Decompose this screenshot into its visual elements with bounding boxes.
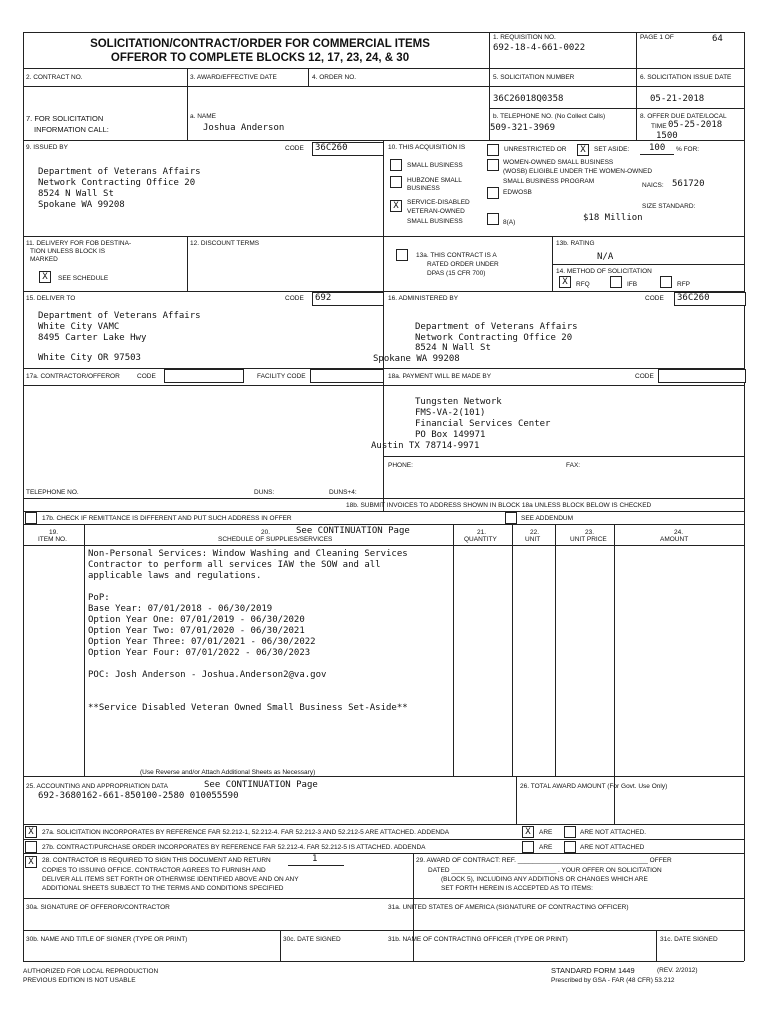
payment-phone-label: PHONE: [388, 462, 413, 469]
solicitation-no-label: 5. SOLICITATION NUMBER [493, 74, 575, 81]
telephone-label: TELEPHONE NO. [26, 489, 79, 496]
discount-label: 12. DISCOUNT TERMS [190, 240, 260, 247]
ifb-checkbox[interactable] [610, 276, 622, 288]
sdvosb-label-3: SMALL BUSINESS [407, 218, 463, 225]
29-line-3: (BLOCK 5), INCLUDING ANY ADDITIONS OR CHANGES WHICH ARE [441, 876, 648, 883]
accounting-note: See CONTINUATION Page [204, 780, 318, 790]
issue-date-label: 6. SOLICITATION ISSUE DATE [640, 74, 732, 81]
29-line-2: DATED _____________________________ . YOUR OFFER ON SOLICITATION [428, 867, 662, 874]
set-aside-checkbox[interactable]: X [577, 144, 589, 156]
deliver-to-line-3: 8495 Carter Lake Hwy [38, 333, 147, 343]
administered-by-line-4: Spokane WA 99208 [373, 354, 460, 364]
payment-code-label: CODE [635, 373, 654, 380]
small-business-checkbox[interactable] [390, 159, 402, 171]
item-description: Non-Personal Services: Window Washing and Cleaning Services Contractor to perform all services IAW the SOW and all applicable laws and regulations. PoP: Base Year: 07/01/2018 - 06/30/2019 Option Year One: 07/01/2019 - 06/30/2020 Option Year Two: 07/01/2020 - 06/30/2021 Option Year Three: 07/01/2021 - 06/30/2022 Option Year Four: 07/01/2022 - 06/30/2023 POC: Josh Anderson - Joshua.Anderson2@va.gov **Service Disabled Veteran Owned Small Business Set-Aside** [88, 549, 408, 713]
28-line-2: COPIES TO ISSUING OFFICE. CONTRACTOR AGREES TO FURNISH AND [42, 867, 266, 874]
payment-line-2: FMS-VA-2(101) [415, 408, 486, 418]
issued-by-label: 9. ISSUED BY [26, 144, 68, 151]
rfp-label: RFP [677, 281, 690, 288]
27b-checkbox[interactable] [25, 841, 37, 853]
eight-a-label: 8(A) [503, 219, 516, 226]
set-aside-percent[interactable]: 100 [649, 143, 666, 153]
signature-officer-label: 31a. UNITED STATES OF AMERICA (SIGNATURE OF CONTRACTING OFFICER) [388, 904, 629, 911]
facility-code-label: FACILITY CODE [257, 373, 306, 380]
form-title: SOLICITATION/CONTRACT/ORDER FOR COMMERCIAL ITEMS [90, 38, 430, 50]
col24-number: 24. [674, 529, 684, 536]
signer-name-label: 30b. NAME AND TITLE OF SIGNER (TYPE OR PRINT) [26, 936, 188, 943]
signer-date-label: 30c. DATE SIGNED [283, 936, 341, 943]
col19-label: ITEM NO. [38, 536, 67, 543]
payment-line-1: Tungsten Network [415, 397, 502, 407]
acquisition-label: 10. THIS ACQUISITION IS [388, 144, 466, 151]
col24-label: AMOUNT [660, 536, 689, 543]
administered-by-label: 16. ADMINISTERED BY [388, 295, 459, 302]
administered-by-code-label: CODE [645, 295, 664, 302]
deliver-to-line-1: Department of Veterans Affairs [38, 311, 201, 321]
col21-number: 21. [477, 529, 487, 536]
remit-label: 17b. CHECK IF REMITTANCE IS DIFFERENT AND PUT SUCH ADDRESS IN OFFER [42, 515, 292, 522]
col23-label: UNIT PRICE [570, 536, 607, 543]
footer-prescribed: Prescribed by GSA - FAR (48 CFR) 53.212 [551, 977, 675, 984]
27a-label: 27a. SOLICITATION INCORPORATES BY REFERENCE FAR 52.212-1, 52.212-4. FAR 52.212-3 AND 52.212-5 ARE ATTACHED. ADDENDA [42, 829, 450, 836]
officer-name-label: 31b. NAME OF CONTRACTING OFFICER (TYPE OR PRINT) [388, 936, 568, 943]
phone-label: b. TELEPHONE NO. (No Collect Calls) [493, 113, 606, 120]
officer-date-label: 31c. DATE SIGNED [660, 936, 718, 943]
footer-form-name: STANDARD FORM 1449 [551, 966, 635, 975]
unrestricted-label: UNRESTRICTED OR [504, 146, 567, 153]
col22-number: 22. [530, 529, 540, 536]
set-aside-percent-underline [640, 154, 674, 155]
27a-are-checkbox[interactable]: X [522, 826, 534, 838]
issued-by-line-4: Spokane WA 99208 [38, 200, 125, 210]
size-standard-label: SIZE STANDARD: [642, 203, 696, 210]
28-line-1: 28. CONTRACTOR IS REQUIRED TO SIGN THIS DOCUMENT AND RETURN [42, 857, 271, 864]
due-time[interactable]: 1500 [656, 131, 678, 141]
requisition-value[interactable]: 692-18-4-661-0022 [493, 43, 586, 53]
size-standard-value[interactable]: $18 Million [583, 213, 643, 223]
time-label: TIME [651, 123, 667, 130]
see-addendum-checkbox[interactable] [505, 512, 517, 524]
rfq-label: RFQ [576, 281, 590, 288]
naics-value[interactable]: 561720 [672, 179, 705, 189]
29-line-4: SET FORTH HEREIN IS ACCEPTED AS TO ITEMS: [441, 885, 593, 892]
edwosb-label: EDWOSB [503, 189, 532, 196]
order-no-label: 4. ORDER NO. [312, 74, 357, 81]
for-info-label-2: INFORMATION CALL: [34, 125, 109, 134]
col20-label: SCHEDULE OF SUPPLIES/SERVICES [218, 536, 333, 543]
col22-label: UNIT [525, 536, 541, 543]
administered-by-line-2: Network Contracting Office 20 [415, 333, 573, 343]
rating-divider [552, 264, 744, 265]
contractor-code-label: CODE [137, 373, 156, 380]
issued-by-line-3: 8524 N Wall St [38, 189, 114, 199]
deliver-to-line-2: White City VAMC [38, 322, 120, 332]
issued-by-line-2: Network Contracting Office 20 [38, 178, 196, 188]
col20-number: 20. [261, 529, 271, 536]
28-line-4: ADDITIONAL SHEETS SUBJECT TO THE TERMS AND CONDITIONS SPECIFIED [42, 885, 284, 892]
sdvosb-checkbox[interactable]: X [390, 200, 402, 212]
rated-order-label: 13a. THIS CONTRACT IS A [416, 252, 497, 259]
issued-by-line-1: Department of Veterans Affairs [38, 167, 201, 177]
col21-label: QUANTITY [464, 536, 497, 543]
issued-by-code-label: CODE [285, 145, 304, 152]
phone-value[interactable]: 509-321-3969 [490, 123, 556, 133]
solicitation-no-value[interactable]: 36C26018Q0358 [493, 94, 564, 104]
payment-fax-label: FAX: [566, 462, 581, 469]
duns-label: DUNS: [254, 489, 275, 496]
method-label: 14. METHOD OF SOLICITATION [556, 268, 652, 275]
page-total: 64 [712, 34, 723, 44]
27a-are-label: ARE [539, 829, 553, 836]
footer-previous: PREVIOUS EDITION IS NOT USABLE [23, 977, 136, 984]
fob-label-3: MARKED [30, 256, 58, 263]
payment-label: 18a. PAYMENT WILL BE MADE BY [388, 373, 492, 380]
contract-no-label: 2. CONTRACT NO. [26, 74, 83, 81]
name-label: a. NAME [190, 113, 217, 120]
submit-invoices-label: 18b. SUBMIT INVOICES TO ADDRESS SHOWN IN BLOCK 18a UNLESS BLOCK BELOW IS CHECKED [346, 502, 652, 509]
payment-line-5: Austin TX 78714-9971 [371, 441, 480, 451]
hubzone-checkbox[interactable] [390, 176, 402, 188]
remit-checkbox[interactable] [25, 512, 37, 524]
unrestricted-checkbox[interactable] [487, 144, 499, 156]
col20-note: See CONTINUATION Page [296, 526, 410, 536]
col19-number: 19. [49, 529, 59, 536]
reverse-note: (Use Reverse and/or Attach Additional Sheets as Necessary) [140, 769, 316, 776]
set-aside-label: SET ASIDE: [594, 146, 630, 153]
eight-a-checkbox[interactable] [487, 213, 499, 225]
sdvosb-label: SERVICE-DISABLED [407, 199, 470, 206]
hubzone-label: HUBZONE SMALL [407, 177, 462, 184]
27a-are-not-checkbox[interactable] [564, 826, 576, 838]
wosb-label: WOMEN-OWNED SMALL BUSINESS [503, 159, 614, 166]
29-line-1: 29. AWARD OF CONTRACT: REF. ____________________________________ OFFER [416, 857, 672, 864]
28-checkbox[interactable]: X [25, 856, 37, 868]
accounting-label: 25. ACCOUNTING AND APPROPRIATION DATA [26, 783, 168, 790]
rated-order-label-2: RATED ORDER UNDER [427, 261, 499, 268]
issue-date-value[interactable]: 05-21-2018 [650, 94, 705, 104]
27b-label: 27b. CONTRACT/PURCHASE ORDER INCORPORATES BY REFERENCE FAR 52.212-4. FAR 52.212-5 IS ATTACHED. ADDENDA [42, 844, 426, 851]
edwosb-checkbox[interactable] [487, 187, 499, 199]
see-schedule-checkbox[interactable]: X [39, 271, 51, 283]
rated-order-label-3: DPAS (15 CFR 700) [427, 270, 486, 277]
27a-are-not-label: ARE NOT ATTACHED. [580, 829, 647, 836]
wosb-label-3: SMALL BUSINESS PROGRAM [503, 178, 595, 185]
contractor-label: 17a. CONTRACTOR/OFFEROR [26, 373, 120, 380]
27b-are-not-checkbox[interactable] [564, 841, 576, 853]
small-business-label: SMALL BUSINESS [407, 162, 463, 169]
wosb-checkbox[interactable] [487, 159, 499, 171]
28-line-3: DELIVER ALL ITEMS SET FORTH OR OTHERWISE IDENTIFIED ABOVE AND ON ANY [42, 876, 299, 883]
fob-label: 11. DELIVERY FOR FOB DESTINA- [26, 240, 132, 247]
requisition-label: 1. REQUISITION NO. [493, 34, 556, 41]
deliver-to-code[interactable]: 692 [315, 293, 332, 303]
fob-label-2: TION UNLESS BLOCK IS [30, 248, 106, 255]
accounting-value[interactable]: 692-3680162-661-850100-2580 010055590 [38, 791, 239, 801]
see-schedule-label: SEE SCHEDULE [58, 275, 109, 282]
total-award-label: 26. TOTAL AWARD AMOUNT (For Govt. Use Only) [520, 783, 668, 790]
wosb-label-2: (WOSB) ELIGIBLE UNDER THE WOMEN-OWNED [503, 168, 653, 175]
issued-by-code[interactable]: 36C260 [315, 143, 348, 153]
for-info-label: 7. FOR SOLICITATION [26, 114, 104, 123]
rating-label: 13b. RATING [556, 240, 595, 247]
due-label: 8. OFFER DUE DATE/LOCAL [640, 113, 727, 120]
form-subtitle: OFFEROR TO COMPLETE BLOCKS 12, 17, 23, 24, & 30 [110, 52, 410, 64]
27b-are-label: ARE [539, 844, 553, 851]
rating-value[interactable]: N/A [597, 252, 614, 262]
deliver-to-label: 15. DELIVER TO [26, 295, 76, 302]
27a-checkbox[interactable]: X [25, 826, 37, 838]
administered-by-line-3: 8524 N Wall St [415, 343, 491, 353]
see-addendum-label: SEE ADDENDUM [521, 515, 574, 522]
duns4-label: DUNS+4: [329, 489, 357, 496]
27b-are-not-label: ARE NOT ATTACHED [580, 844, 645, 851]
signature-offeror-label: 30a. SIGNATURE OF OFFEROR/CONTRACTOR [26, 904, 170, 911]
28-copies-underline [288, 865, 344, 866]
administered-by-line-1: Department of Veterans Affairs [415, 322, 578, 332]
payment-line-4: PO Box 149971 [415, 430, 486, 440]
hubzone-label-2: BUSINESS [407, 185, 440, 192]
due-value[interactable]: 05-25-2018 [668, 120, 723, 130]
28-copies[interactable]: 1 [312, 854, 318, 864]
footer-revision: (REV. 2/2012) [657, 967, 698, 974]
rfq-checkbox[interactable]: X [559, 276, 571, 288]
rfp-checkbox[interactable] [660, 276, 672, 288]
ifb-label: IFB [627, 281, 638, 288]
name-value[interactable]: Joshua Anderson [203, 123, 285, 133]
page-label: PAGE 1 OF [640, 34, 674, 41]
footer-authorized: AUTHORIZED FOR LOCAL REPRODUCTION [23, 968, 159, 975]
award-date-label: 3. AWARD/EFFECTIVE DATE [190, 74, 277, 81]
27b-are-checkbox[interactable] [522, 841, 534, 853]
administered-by-code[interactable]: 36C260 [677, 293, 710, 303]
payment-line-3: Financial Services Center [415, 419, 551, 429]
naics-label: NAICS: [642, 182, 664, 189]
rated-order-checkbox[interactable] [396, 249, 408, 261]
percent-for-label: % FOR: [676, 146, 700, 153]
col23-number: 23. [585, 529, 595, 536]
deliver-to-line-5: White City OR 97503 [38, 353, 141, 363]
sdvosb-label-2: VETERAN-OWNED [407, 208, 465, 215]
deliver-to-code-label: CODE [285, 295, 304, 302]
